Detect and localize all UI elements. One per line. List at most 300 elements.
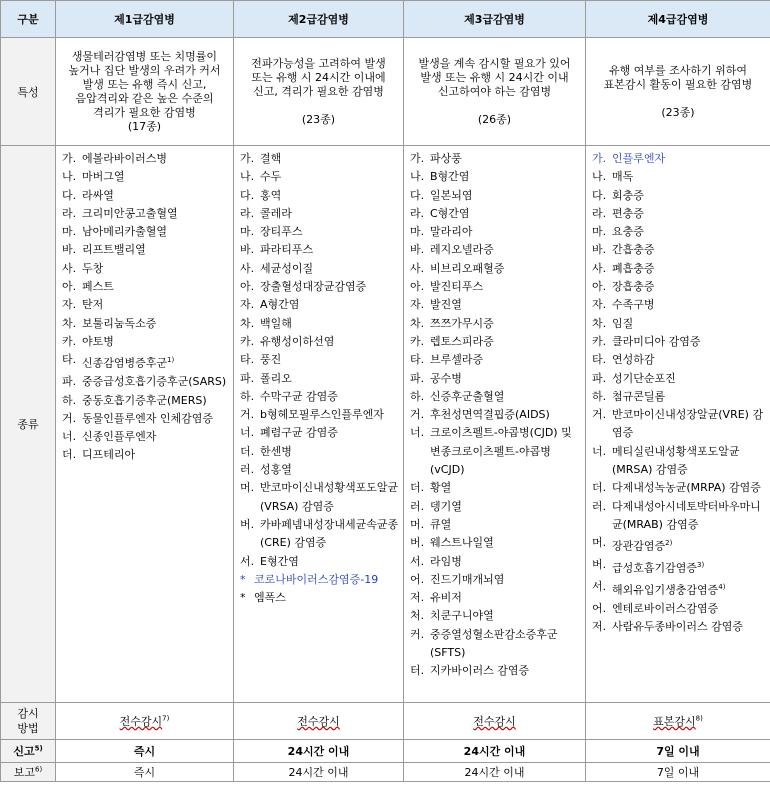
report-label-text: 신고 bbox=[13, 745, 35, 758]
disease-item-prefix: 사. bbox=[410, 261, 425, 275]
trait-line bbox=[408, 99, 581, 113]
report-cell: 즉시 bbox=[56, 740, 234, 763]
disease-item-name: B형간염 bbox=[430, 170, 470, 184]
disease-item-prefix: 거. bbox=[592, 408, 607, 422]
disease-item bbox=[592, 187, 766, 205]
disease-item-name: 일본뇌염 bbox=[430, 188, 473, 202]
trait-row bbox=[1, 38, 770, 146]
disease-item bbox=[240, 351, 399, 369]
disease-item-prefix: 거. bbox=[410, 408, 425, 422]
trait-line: 음압격리와 같은 높은 수준의 bbox=[75, 91, 214, 105]
kinds-cell bbox=[404, 146, 586, 703]
trait-line: 발생 또는 유행 시 24시간 이내 bbox=[420, 70, 569, 84]
disease-item-name: 발진열 bbox=[430, 298, 462, 312]
disease-item-prefix: 사. bbox=[592, 261, 607, 275]
disease-item-name: 중동호흡기증후군(MERS) bbox=[82, 393, 207, 407]
disease-item-name: 라싸열 bbox=[82, 188, 114, 202]
disease-item bbox=[62, 168, 229, 186]
row-label-trait: 특성 bbox=[1, 38, 56, 146]
disease-item-prefix: 너. bbox=[410, 426, 425, 440]
report-cell: 24시간 이내 bbox=[234, 740, 404, 763]
header-cell: 제3급감염병 bbox=[404, 1, 586, 38]
disease-item bbox=[62, 392, 229, 410]
disease-item bbox=[240, 187, 399, 205]
trait-line: 전파가능성을 고려하여 발생 bbox=[251, 56, 386, 70]
disease-item-name: 비브리오패혈증 bbox=[430, 261, 505, 275]
disease-item-name: 수막구균 감염증 bbox=[260, 389, 338, 403]
trait-cell bbox=[586, 38, 770, 146]
trait-line: 신고하여야 하는 감염병 bbox=[437, 84, 552, 98]
disease-item bbox=[592, 534, 766, 556]
disease-item-prefix: 다. bbox=[592, 188, 607, 202]
disease-item-name: 해외유입기생충감염증$^{4)}$ bbox=[612, 583, 726, 597]
disease-item-prefix: 라. bbox=[592, 206, 607, 220]
disease-item bbox=[410, 626, 581, 663]
disease-item-prefix: 라. bbox=[410, 206, 425, 220]
disease-item bbox=[592, 205, 766, 223]
disease-item bbox=[240, 278, 399, 296]
footnote-marker: 3) bbox=[697, 561, 705, 570]
disease-item-prefix: 카. bbox=[240, 334, 255, 348]
disease-item-name: 사람유두종바이러스 감염증 bbox=[612, 620, 744, 634]
disease-item-prefix: 카. bbox=[410, 334, 425, 348]
disease-item bbox=[62, 260, 229, 278]
trait-line bbox=[590, 92, 766, 106]
trait-cell bbox=[404, 38, 586, 146]
disease-item bbox=[410, 370, 581, 388]
disease-item bbox=[240, 479, 399, 516]
disease-item bbox=[592, 479, 766, 497]
disease-item-name: A형간염 bbox=[260, 298, 300, 312]
disease-item-name: C형간염 bbox=[430, 206, 470, 220]
disease-item-name: 성기단순포진 bbox=[612, 371, 676, 385]
disease-item-prefix: 자. bbox=[592, 298, 607, 312]
disease-item bbox=[592, 406, 766, 443]
disease-item bbox=[410, 534, 581, 552]
report2-cell: 24시간 이내 bbox=[404, 763, 586, 782]
report-cell: 24시간 이내 bbox=[404, 740, 586, 763]
disease-item-name: 두창 bbox=[82, 261, 104, 275]
disease-item bbox=[592, 498, 766, 535]
disease-item-name: 중증열성혈소판감소증후군(SFTS) bbox=[430, 627, 558, 660]
disease-item-name: 에볼라바이러스병 bbox=[82, 152, 168, 165]
disease-item bbox=[240, 388, 399, 406]
header-cell: 제1급감염병 bbox=[56, 1, 234, 38]
disease-item bbox=[410, 351, 581, 369]
disease-item-name: 남아메리카출혈열 bbox=[82, 225, 168, 239]
kinds-cell bbox=[56, 146, 234, 703]
disease-item-prefix: 파. bbox=[410, 371, 425, 385]
disease-item-prefix: 라. bbox=[240, 206, 255, 220]
row-label-report2 bbox=[1, 763, 56, 782]
disease-item bbox=[240, 443, 399, 461]
report-label-sup: 5) bbox=[34, 744, 43, 753]
header-row bbox=[1, 1, 770, 38]
disease-item-prefix: 더. bbox=[592, 481, 607, 495]
disease-item bbox=[410, 479, 581, 497]
disease-item bbox=[410, 571, 581, 589]
disease-item bbox=[410, 223, 581, 241]
disease-item-name: 첨규콘딜롬 bbox=[612, 389, 666, 403]
row-label-report bbox=[1, 740, 56, 763]
disease-item-name: 웨스트나일열 bbox=[430, 536, 494, 550]
method-cell bbox=[234, 703, 404, 740]
row-label-kinds: 종류 bbox=[1, 146, 56, 703]
report-cell: 7일 이내 bbox=[586, 740, 770, 763]
disease-item bbox=[410, 260, 581, 278]
disease-item-prefix: 버. bbox=[240, 517, 255, 531]
disease-item bbox=[240, 553, 399, 571]
disease-item bbox=[410, 589, 581, 607]
method-cell bbox=[56, 703, 234, 740]
disease-item-name: 후천성면역결핍증(AIDS) bbox=[430, 408, 550, 422]
disease-item bbox=[240, 223, 399, 241]
trait-line: (26종) bbox=[477, 112, 512, 126]
disease-item-prefix: 다. bbox=[410, 188, 425, 202]
disease-item bbox=[62, 150, 229, 168]
report-row bbox=[1, 740, 770, 763]
disease-item bbox=[62, 428, 229, 446]
disease-item-prefix: 저. bbox=[592, 620, 607, 634]
disease-item-name: 크리미안콩고출혈열 bbox=[82, 206, 178, 220]
disease-item-prefix: 버. bbox=[592, 558, 607, 572]
disease-item-prefix: 타. bbox=[62, 353, 77, 367]
disease-item-prefix: 나. bbox=[62, 170, 77, 184]
disease-item-prefix: 거. bbox=[62, 411, 77, 425]
disease-item-name: 페스트 bbox=[82, 280, 114, 294]
disease-item-prefix: 거. bbox=[240, 408, 255, 422]
disease-item bbox=[592, 578, 766, 600]
disease-item bbox=[592, 150, 766, 168]
disease-item bbox=[592, 443, 766, 480]
disease-item-prefix: 서. bbox=[592, 580, 607, 594]
disease-item-prefix: 파. bbox=[240, 371, 255, 385]
disease-item-prefix: 차. bbox=[592, 316, 607, 330]
disease-item bbox=[592, 168, 766, 186]
disease-item bbox=[240, 589, 399, 607]
disease-item bbox=[592, 241, 766, 259]
disease-item-name: 쯔쯔가무시증 bbox=[430, 316, 494, 330]
disease-item-prefix: 사. bbox=[62, 261, 77, 275]
disease-item bbox=[240, 296, 399, 314]
disease-item-prefix: 타. bbox=[240, 353, 255, 367]
disease-item bbox=[592, 296, 766, 314]
trait-line: 발생 또는 유행 즉시 신고, bbox=[82, 77, 207, 91]
disease-item-prefix: 자. bbox=[410, 298, 425, 312]
disease-item-name: 회충증 bbox=[612, 188, 644, 202]
method-cell bbox=[404, 703, 586, 740]
disease-item-name: 신증후군출혈열 bbox=[430, 389, 505, 403]
disease-item-name: 폴리오 bbox=[260, 371, 292, 385]
disease-item-name: 황열 bbox=[430, 481, 452, 495]
report2-row bbox=[1, 763, 770, 782]
disease-item-prefix: 마. bbox=[62, 225, 77, 239]
disease-item-prefix: 자. bbox=[240, 298, 255, 312]
disease-item bbox=[592, 351, 766, 369]
disease-item bbox=[592, 370, 766, 388]
trait-line: (17종) bbox=[127, 119, 162, 133]
disease-item-prefix: 너. bbox=[592, 444, 607, 458]
disease-item-name: 다제내성아시네토박터바우마니균(MRAB) 감염증 bbox=[612, 499, 761, 531]
disease-item-prefix: 나. bbox=[240, 170, 255, 184]
disease-item-prefix: 저. bbox=[410, 591, 425, 605]
disease-item bbox=[410, 388, 581, 406]
disease-item-name: 급성호흡기감염증$^{3)}$ bbox=[612, 561, 705, 575]
footnote-marker: 8) bbox=[695, 714, 703, 723]
trait-line: 표본감시 활동이 필요한 감염병 bbox=[603, 77, 753, 91]
disease-item-name: 큐열 bbox=[430, 517, 452, 531]
disease-item-name: 뎅기열 bbox=[430, 499, 462, 513]
disease-item-prefix: 차. bbox=[410, 316, 425, 330]
disease-item bbox=[62, 205, 229, 223]
disease-item-name: 메티실린내성황색포도알균(MRSA) 감염증 bbox=[612, 444, 740, 477]
disease-item-prefix: 다. bbox=[240, 188, 255, 202]
disease-item-prefix: 버. bbox=[410, 536, 425, 550]
disease-item-name: 신종인플루엔자 bbox=[82, 430, 157, 444]
trait-line: (23종) bbox=[661, 105, 695, 119]
disease-item-prefix: 나. bbox=[592, 170, 607, 184]
disease-item bbox=[62, 241, 229, 259]
disease-item-prefix: 라. bbox=[62, 206, 77, 220]
row-label-method: 감시 방법 bbox=[1, 703, 56, 740]
disease-item-name: 엔테로바이러스감염증 bbox=[612, 602, 719, 616]
disease-item-prefix: 머. bbox=[410, 517, 425, 531]
disease-item bbox=[410, 241, 581, 259]
disease-item-name: 장티푸스 bbox=[260, 225, 303, 239]
trait-cell bbox=[234, 38, 404, 146]
disease-item-prefix: 가. bbox=[240, 152, 255, 165]
header-cell: 제2급감염병 bbox=[234, 1, 404, 38]
disease-item-prefix: 머. bbox=[592, 536, 607, 550]
disease-item-name: 치쿤구니야열 bbox=[430, 609, 494, 623]
kinds-row bbox=[1, 146, 770, 703]
disease-item-name: 리프트밸리열 bbox=[82, 243, 146, 257]
trait-line: 신고, 격리가 필요한 감염병 bbox=[253, 84, 384, 98]
disease-item-prefix: 너. bbox=[240, 426, 255, 440]
kinds-cell bbox=[234, 146, 404, 703]
disease-item bbox=[410, 150, 581, 168]
disease-item bbox=[62, 410, 229, 428]
disease-item bbox=[240, 370, 399, 388]
disease-item bbox=[592, 315, 766, 333]
disease-item-name: 보툴리눔독소증 bbox=[82, 316, 157, 330]
disease-item-prefix: 터. bbox=[410, 664, 425, 678]
disease-item-name: 유행성이하선염 bbox=[260, 334, 335, 348]
disease-item-name: 지카바이러스 감염증 bbox=[430, 664, 530, 678]
disease-item bbox=[592, 556, 766, 578]
disease-item-prefix: 아. bbox=[592, 280, 607, 294]
trait-line: 생물테러감염병 또는 치명률이 bbox=[71, 49, 218, 63]
disease-item-prefix: 머. bbox=[240, 481, 255, 495]
trait-line: 격리가 필요한 감염병 bbox=[93, 105, 196, 119]
report2-cell: 7일 이내 bbox=[586, 763, 770, 782]
disease-item bbox=[62, 296, 229, 314]
method-row bbox=[1, 703, 770, 740]
disease-item-prefix: 자. bbox=[62, 298, 77, 312]
disease-item-name: 반코마이신내성황색포도알균(VRSA) 감염증 bbox=[260, 481, 399, 513]
method-text: 전수감시 bbox=[297, 715, 340, 728]
disease-item-name: 파라티푸스 bbox=[260, 243, 314, 257]
trait-line: 유행 여부를 조사하기 위하여 bbox=[608, 63, 747, 77]
trait-cell bbox=[56, 38, 234, 146]
disease-item-prefix: 서. bbox=[240, 554, 255, 568]
disease-item-name: 반코마이신내성장알균(VRE) 감염증 bbox=[612, 408, 764, 440]
disease-item bbox=[62, 446, 229, 464]
disease-item-name: 코로나바이러스감염증-19 bbox=[254, 572, 379, 586]
disease-item bbox=[62, 373, 229, 391]
disease-item bbox=[240, 315, 399, 333]
disease-item bbox=[592, 333, 766, 351]
disease-item-prefix: 러. bbox=[240, 463, 255, 477]
disease-item-name: 다제내성녹농균(MRPA) 감염증 bbox=[612, 481, 761, 495]
disease-item-prefix: 커. bbox=[410, 627, 425, 641]
disease-item bbox=[62, 278, 229, 296]
disease-item-name: 매독 bbox=[612, 170, 634, 184]
disease-item-name: 라임병 bbox=[430, 554, 462, 568]
disease-item-name: 장흡충증 bbox=[612, 280, 655, 294]
method-text: 전수감시 bbox=[119, 715, 163, 728]
disease-item-prefix: 하. bbox=[592, 389, 607, 403]
disease-item-prefix: 다. bbox=[62, 188, 77, 202]
disease-item bbox=[240, 150, 399, 168]
disease-item bbox=[410, 333, 581, 351]
disease-item-prefix: 서. bbox=[410, 554, 425, 568]
disease-item bbox=[410, 662, 581, 680]
disease-item-prefix: 가. bbox=[410, 152, 425, 165]
disease-item bbox=[410, 187, 581, 205]
disease-item-name: 폐흡충증 bbox=[612, 261, 655, 275]
disease-item-prefix: 타. bbox=[410, 353, 425, 367]
report2-label-sup: 6) bbox=[35, 765, 43, 774]
disease-item bbox=[240, 571, 399, 589]
method-cell bbox=[586, 703, 770, 740]
disease-item-name: 홍역 bbox=[260, 188, 282, 202]
disease-item-name: 레지오넬라증 bbox=[430, 243, 494, 257]
disease-item bbox=[592, 223, 766, 241]
trait-line: 발생을 계속 감시할 필요가 있어 bbox=[418, 56, 571, 70]
header-cell: 제4급감염병 bbox=[586, 1, 770, 38]
disease-item-prefix: 나. bbox=[410, 170, 425, 184]
disease-item-prefix: 카. bbox=[592, 334, 607, 348]
disease-item-name: 간흡충증 bbox=[612, 243, 655, 257]
disease-item-prefix: 러. bbox=[410, 499, 425, 513]
disease-item bbox=[62, 223, 229, 241]
disease-item bbox=[240, 516, 399, 553]
disease-item-prefix: 어. bbox=[592, 602, 607, 616]
disease-item-prefix: 사. bbox=[240, 261, 255, 275]
disease-item-name: 성홍열 bbox=[260, 463, 292, 477]
disease-item bbox=[62, 315, 229, 333]
disease-item-prefix: 아. bbox=[240, 280, 255, 294]
disease-item-prefix: 바. bbox=[592, 243, 607, 257]
trait-line: 높거나 집단 발생의 우려가 커서 bbox=[68, 63, 221, 77]
disease-item bbox=[240, 333, 399, 351]
disease-item-prefix: * bbox=[240, 572, 246, 586]
trait-line bbox=[238, 99, 399, 113]
disease-item-prefix: 마. bbox=[240, 225, 255, 239]
disease-item bbox=[240, 168, 399, 186]
disease-item bbox=[62, 351, 229, 373]
disease-item-name: 신종감염병증후군$^{1)}$ bbox=[82, 356, 175, 370]
disease-item-prefix: 차. bbox=[240, 316, 255, 330]
disease-item bbox=[240, 205, 399, 223]
disease-item-prefix: 너. bbox=[62, 430, 77, 444]
report2-cell: 즉시 bbox=[56, 763, 234, 782]
method-text: 전수감시 bbox=[473, 715, 516, 728]
method-text: 표본감시 bbox=[653, 715, 696, 728]
disease-item-prefix: 카. bbox=[62, 334, 77, 348]
disease-item-name: 중증급성호흡기증후군(SARS) bbox=[82, 375, 227, 389]
disease-item-prefix: 타. bbox=[592, 353, 607, 367]
disease-item-name: 카바페넴내성장내세균속균종(CRE) 감염증 bbox=[260, 517, 399, 550]
disease-item-name: 편충증 bbox=[612, 206, 644, 220]
disease-item-prefix: 파. bbox=[592, 371, 607, 385]
disease-item-name: 세균성이질 bbox=[260, 261, 314, 275]
disease-item bbox=[240, 241, 399, 259]
footnote-marker: 1) bbox=[167, 356, 175, 365]
kinds-cell bbox=[586, 146, 770, 703]
header-cell: 구분 bbox=[1, 1, 56, 38]
disease-item-name: 렙토스피라증 bbox=[430, 334, 494, 348]
disease-item-prefix: 더. bbox=[62, 448, 77, 462]
disease-item-name: 장출혈성대장균감염증 bbox=[260, 280, 367, 294]
disease-item bbox=[240, 406, 399, 424]
disease-item bbox=[240, 260, 399, 278]
disease-item-prefix: * bbox=[240, 591, 246, 605]
disease-item bbox=[410, 553, 581, 571]
disease-item bbox=[592, 600, 766, 618]
footnote-marker: 4) bbox=[718, 583, 726, 592]
disease-item-name: E형간염 bbox=[260, 554, 299, 568]
disease-item-prefix: 아. bbox=[410, 280, 425, 294]
disease-item-name: 탄저 bbox=[82, 298, 104, 312]
disease-item bbox=[410, 516, 581, 534]
disease-item-name: 결핵 bbox=[260, 152, 282, 165]
trait-line: (23종) bbox=[301, 112, 336, 126]
footnote-marker: 7) bbox=[162, 714, 170, 723]
disease-item-name: 수족구병 bbox=[612, 298, 655, 312]
footnote-marker: 2) bbox=[665, 539, 673, 548]
report2-cell: 24시간 이내 bbox=[234, 763, 404, 782]
disease-item bbox=[410, 168, 581, 186]
disease-item-prefix: 아. bbox=[62, 280, 77, 294]
disease-item-name: 수두 bbox=[260, 170, 282, 184]
disease-item bbox=[62, 187, 229, 205]
disease-item-name: 클라미디아 감염증 bbox=[612, 334, 701, 348]
disease-item bbox=[410, 315, 581, 333]
disease-item-prefix: 바. bbox=[62, 243, 77, 257]
disease-item-prefix: 하. bbox=[62, 393, 77, 407]
disease-item-prefix: 어. bbox=[410, 572, 425, 586]
disease-item-name: 백일해 bbox=[260, 316, 292, 330]
disease-item-name: 요충증 bbox=[612, 225, 644, 239]
disease-item-prefix: 하. bbox=[240, 389, 255, 403]
disease-item bbox=[410, 406, 581, 424]
disease-item bbox=[410, 278, 581, 296]
disease-item bbox=[592, 388, 766, 406]
disease-item-name: 마버그열 bbox=[82, 170, 125, 184]
disease-item-prefix: 더. bbox=[410, 481, 425, 495]
disease-item-prefix: 파. bbox=[62, 375, 77, 389]
disease-item bbox=[410, 424, 581, 479]
disease-item-name: 엠폭스 bbox=[254, 591, 286, 605]
disease-item-prefix: 마. bbox=[592, 225, 607, 239]
disease-item-name: b형헤모필루스인플루엔자 bbox=[260, 408, 384, 422]
disease-item-name: 동물인플루엔자 인체감염증 bbox=[82, 411, 214, 425]
disease-item-name: 콜레라 bbox=[260, 206, 292, 220]
disease-item-name: 크로이츠펠트-야콥병(CJD) 및 변종크로이츠펠트-야콥병(vCJD) bbox=[430, 426, 572, 477]
disease-item-name: 풍진 bbox=[260, 353, 282, 367]
